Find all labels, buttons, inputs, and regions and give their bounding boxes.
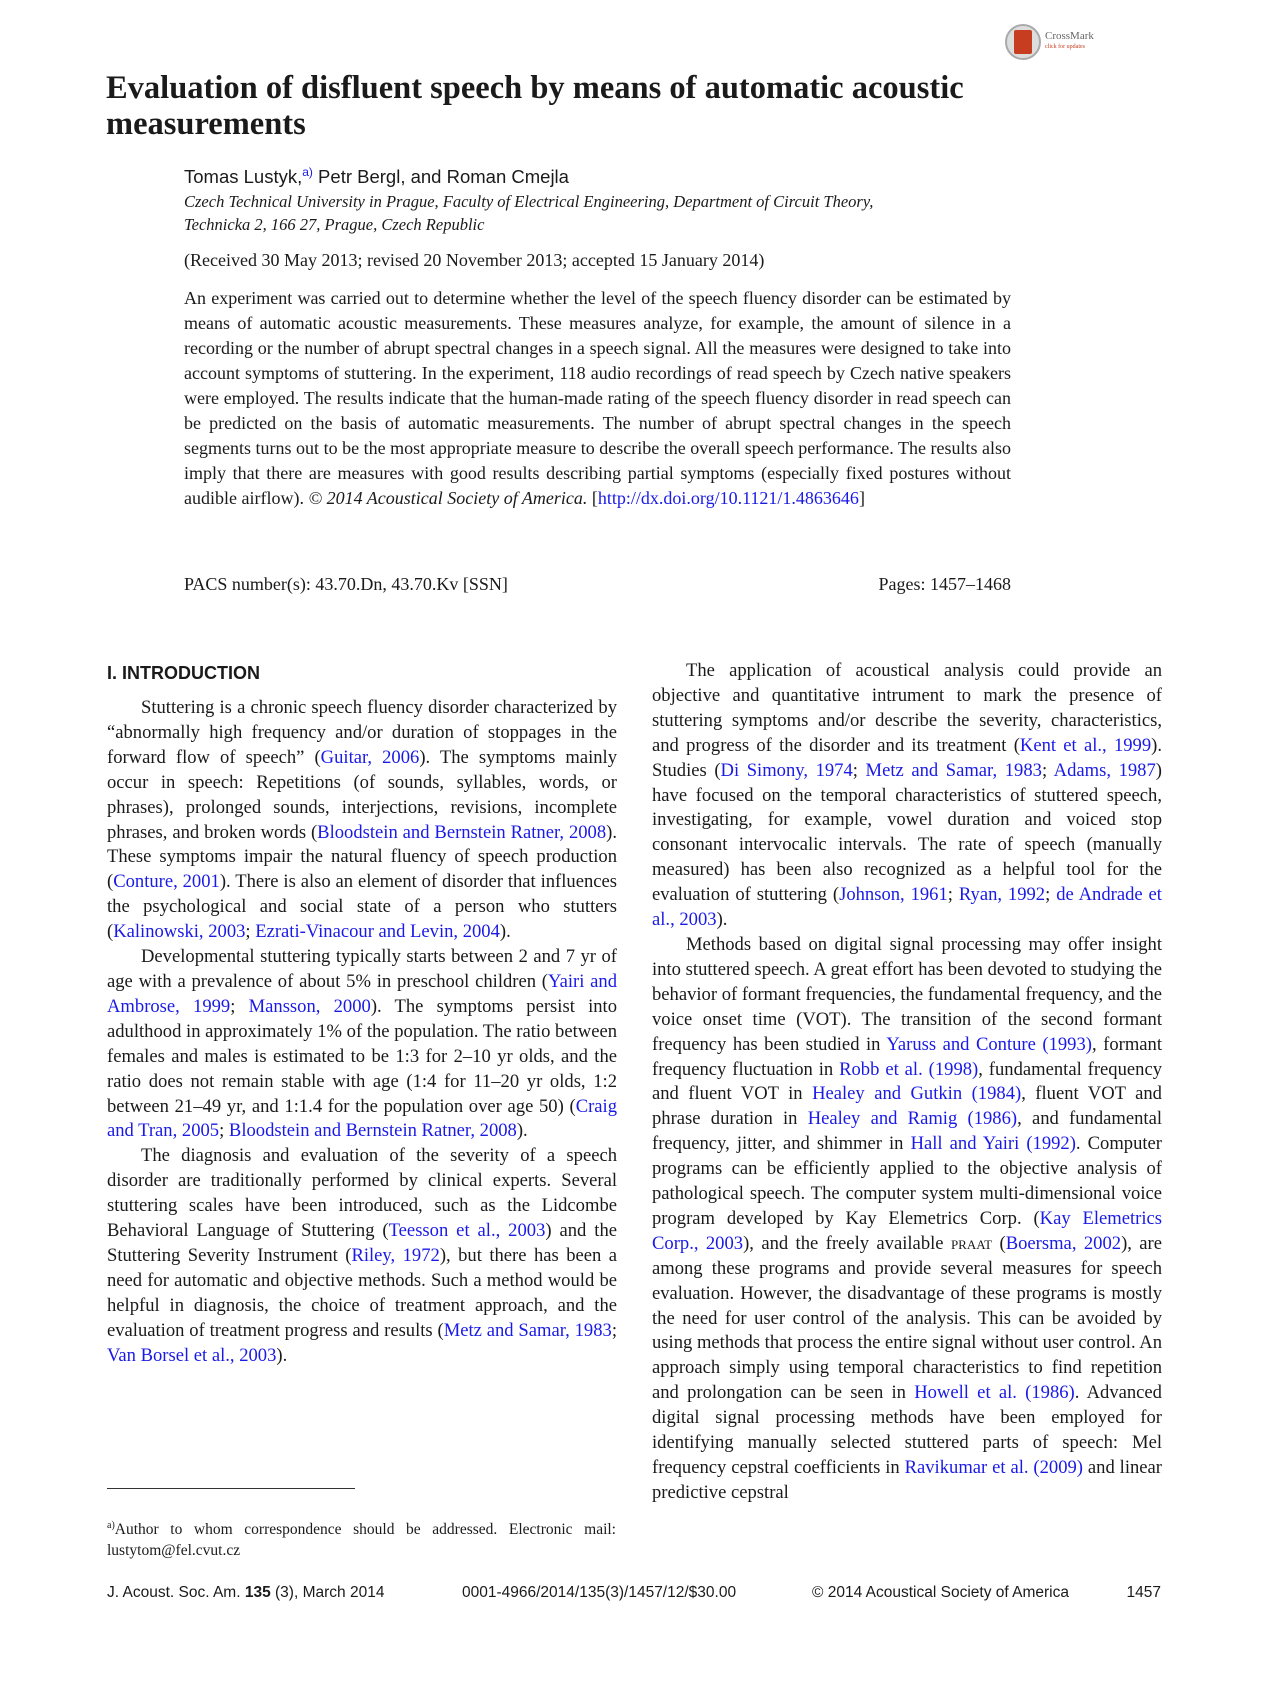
citation-link[interactable]: Riley, 1972: [351, 1244, 440, 1266]
page-number: 1457: [1126, 1584, 1161, 1601]
text-run: , fundamental frequency and fluent VOT in: [652, 1058, 1162, 1105]
citation-link[interactable]: Yaruss and Conture (1993): [886, 1033, 1092, 1055]
paragraph: [107, 1144, 617, 1368]
article-code: 0001-4966/2014/135(3)/1457/12/$30.00: [462, 1584, 737, 1601]
authors: [184, 165, 569, 188]
citation-link[interactable]: Ezrati-Vinacour and Levin, 2004: [255, 921, 500, 943]
text-run: praat: [950, 1232, 993, 1254]
citation-link[interactable]: Boersma, 2002: [1005, 1232, 1122, 1254]
paper-title: Evaluation of disfluent speech by means of automatic acoustic measurements: [106, 70, 964, 142]
text-run: The diagnosis and evaluation of the severity of a speech disorder are traditionally performed by clinical experts. Several stuttering scales have been introduced, such as the Lidcombe Behavioral Language of Stuttering (: [107, 1145, 617, 1242]
citation-link[interactable]: Guitar, 2006: [320, 746, 420, 768]
citation-link[interactable]: Metz and Samar, 1983: [865, 759, 1042, 781]
citation-link[interactable]: Conture, 2001: [113, 871, 220, 893]
citation-link[interactable]: Teesson et al., 2003: [388, 1220, 546, 1242]
received-dates: (Received 30 May 2013; revised 20 November 2013; accepted 15 January 2014): [184, 250, 765, 270]
page-footer: [107, 1584, 1161, 1602]
text-run: ).: [716, 909, 728, 931]
citation-link[interactable]: Healey and Gutkin (1984): [812, 1083, 1022, 1105]
citation-link[interactable]: Hall and Yairi (1992): [910, 1133, 1076, 1155]
text-run: , formant frequency fluctuation in: [652, 1033, 1163, 1080]
text-run: ;: [852, 759, 866, 781]
text-run: ) have focused on the temporal characteristics of stuttered speech, investigating, for example, vowel duration and voiced stop consonant intervocalic intervals. The rate of speech (manually measured) has been also recognized as a helpful tool for the evaluation of stuttering (: [652, 759, 1162, 906]
text-run: ). These symptoms impair the natural fluency of speech production (: [107, 821, 617, 893]
text-run: . Advanced digital signal processing methods have been employed for identifying manually selected stuttered parts of speech: Mel frequency cepstral coefficients in: [652, 1382, 1162, 1478]
authors-rest: Petr Bergl, and Roman Cmejla: [312, 166, 569, 188]
text-run: ;: [219, 1120, 229, 1142]
affiliation-line: Technicka 2, 166 27, Prague, Czech Republic: [184, 214, 485, 234]
author-1: Tomas Lustyk,: [184, 166, 303, 188]
citation-link[interactable]: Johnson, 1961: [839, 884, 948, 906]
text-run: ).: [276, 1344, 288, 1366]
citation-link[interactable]: Bloodstein and Bernstein Ratner, 2008: [228, 1120, 517, 1142]
text-run: ).: [499, 921, 511, 943]
left-column: [107, 661, 617, 1368]
footnote: [107, 1515, 616, 1561]
text-run: ), are among these programs and provide several measures for speech evaluation. However, the disadvantage of these programs is mostly the need for user control of the analysis. This can be avoided by using methods that process the entire signal without user control. An approach simply using temporal characteristics to find repetition and prolongation can be seen in: [652, 1232, 1162, 1404]
journal-issue: (3), March 2014: [270, 1584, 385, 1601]
text-run: ). There is also an element of disorder that influences the psychological and social state of a person who stutters (: [107, 871, 618, 943]
text-run: © 2014 Acoustical Society of America.: [308, 488, 588, 508]
text-run: [: [587, 488, 598, 508]
text-run: ).: [516, 1120, 528, 1142]
citation-link[interactable]: Bloodstein and Bernstein Ratner, 2008: [317, 821, 607, 843]
journal-name: J. Acoust. Soc. Am.: [107, 1584, 245, 1601]
pacs-row: [184, 574, 1011, 595]
text-run: ) and the Stuttering Severity Instrument (: [107, 1220, 617, 1266]
text-run: ;: [1041, 759, 1054, 781]
crossmark-label: CrossMark: [1045, 30, 1094, 42]
citation-link[interactable]: Craig and Tran, 2005: [107, 1095, 617, 1142]
text-run: ), and the freely available: [743, 1232, 951, 1254]
text-run: The application of acoustical analysis could provide an objective and quantitative intrument to mark the presence of stuttering symptoms and/or describe the severity, characteristics, and progress of the disorder and its treatment (: [652, 660, 1162, 756]
author-footnote-link[interactable]: a): [302, 165, 313, 179]
crossmark-badge[interactable]: [1005, 22, 1110, 62]
citation-link[interactable]: Van Borsel et al., 2003: [107, 1344, 277, 1366]
text-run: Stuttering is a chronic speech fluency disorder characterized by “abnormally high frequency and/or duration of stoppages in the forward flow of speech” (: [107, 697, 617, 768]
page-range: Pages: 1457–1468: [878, 574, 1011, 594]
text-run: ;: [1045, 884, 1057, 906]
paragraph: [652, 659, 1162, 933]
paragraph: [107, 696, 617, 945]
citation-link[interactable]: Kent et al., 1999: [1019, 734, 1152, 756]
text-run: An experiment was carried out to determine whether the level of the speech fluency disorder can be estimated by means of automatic acoustic measurements. These measures analyze, for example, the amount of silence in a recording or the number of abrupt spectral changes in a speech signal. All the measures were designed to take into account symptoms of stuttering. In the experiment, 118 audio recordings of read speech by Czech native speakers were employed. The results indicate that the human-made rating of the speech fluency disorder in read speech can be predicted on the basis of automatic measurements. The number of abrupt spectral changes in the speech segments turns out to be the most appropriate measure to describe the overall speech performance. The results also imply that there are measures with good results describing partial symptoms (especially fixed postures without audible airflow).: [184, 288, 1011, 508]
citation-link[interactable]: de Andrade et al., 2003: [652, 884, 1162, 931]
text-run: and linear predictive cepstral: [652, 1457, 1162, 1503]
citation-link[interactable]: Kalinowski, 2003: [113, 921, 246, 943]
text-run: (: [992, 1232, 1006, 1254]
section-heading: I. INTRODUCTION: [107, 663, 260, 683]
text-run: Methods based on digital signal processing may offer insight into stuttered speech. A great effort has been devoted to studying the behavior of formant frequencies, the fundamental frequency, and the voice onset time (VOT). The transition of the second formant frequency has been studied in: [652, 933, 1162, 1055]
footnote-mark: a): [107, 1520, 115, 1531]
text-run: , fluent VOT and phrase duration in: [652, 1083, 1162, 1130]
copyright: © 2014 Acoustical Society of America: [812, 1584, 1069, 1601]
citation-link[interactable]: Adams, 1987: [1053, 759, 1156, 781]
abstract: [184, 286, 1011, 511]
citation-link[interactable]: Healey and Ramig (1986): [807, 1108, 1018, 1130]
text-run: ;: [245, 921, 256, 943]
citation-link[interactable]: Metz and Samar, 1983: [443, 1319, 612, 1341]
text-run: ;: [230, 995, 249, 1017]
text-run: ). The symptoms mainly occur in speech: Repetitions (of sounds, syllables, words, or phrases), prolonged sounds, interjections, revisions, incomplete phrases, and broken words (: [107, 746, 617, 843]
citation-link[interactable]: http://dx.doi.org/10.1121/1.4863646: [597, 488, 859, 508]
affiliation: [184, 191, 1014, 236]
citation-link[interactable]: Di Simony, 1974: [720, 759, 853, 781]
citation-link[interactable]: Kay Elemetrics Corp., 2003: [652, 1207, 1162, 1254]
right-column: [652, 659, 1162, 1506]
text-run: ), but there has been a need for automatic and objective methods. Such a method would be helpful in diagnosis, the choice of treatment approach, and the evaluation of treatment progress and results (: [107, 1244, 618, 1341]
citation-link[interactable]: Howell et al. (1986): [914, 1382, 1075, 1404]
citation-link[interactable]: Yairi and Ambrose, 1999: [107, 970, 617, 1017]
paragraph: [107, 945, 617, 1144]
citation-link[interactable]: Mansson, 2000: [248, 995, 371, 1017]
footnote-divider: [107, 1488, 355, 1489]
crossmark-sub: click for updates: [1045, 44, 1085, 50]
text-run: ). Studies (: [652, 734, 1162, 781]
text-run: ;: [947, 884, 959, 906]
affiliation-line: Czech Technical University in Prague, Faculty of Electrical Engineering, Department of Circuit Theory,: [184, 192, 874, 211]
citation-link[interactable]: Robb et al. (1998): [839, 1058, 979, 1080]
citation-link[interactable]: Ryan, 1992: [958, 884, 1046, 906]
text-run: , and fundamental frequency, jitter, and shimmer in: [652, 1108, 1162, 1155]
text-run: . Computer programs can be efficiently applied to the objective analysis of pathological speech. The computer system multi-dimensional voice program developed by Kay Elemetrics Corp. (: [652, 1133, 1163, 1229]
text-run: ). The symptoms persist into adulthood in approximately 1% of the population. The ratio between females and males is estimated to be 1:3 for 2–10 yr olds, and the ratio does not remain stable with age (1:4 for 11–20 yr olds, 1:2 between 21–49 yr, and 1:1.4 for the population over age 50) (: [107, 995, 617, 1117]
text-run: ;: [611, 1319, 617, 1341]
text-run: ]: [858, 488, 865, 508]
citation-link[interactable]: Ravikumar et al. (2009): [904, 1457, 1083, 1478]
crossmark-icon: [1005, 24, 1041, 60]
journal-volume: 135: [244, 1584, 271, 1601]
pacs-numbers: PACS number(s): 43.70.Dn, 43.70.Kv [SSN]: [184, 574, 508, 594]
paragraph: [652, 933, 1162, 1506]
text-run: Developmental stuttering typically starts between 2 and 7 yr of age with a prevalence of about 5% in preschool children (: [107, 946, 617, 992]
footnote-text: Author to whom correspondence should be addressed. Electronic mail: lustytom@fel.cvut.cz: [107, 1521, 616, 1560]
